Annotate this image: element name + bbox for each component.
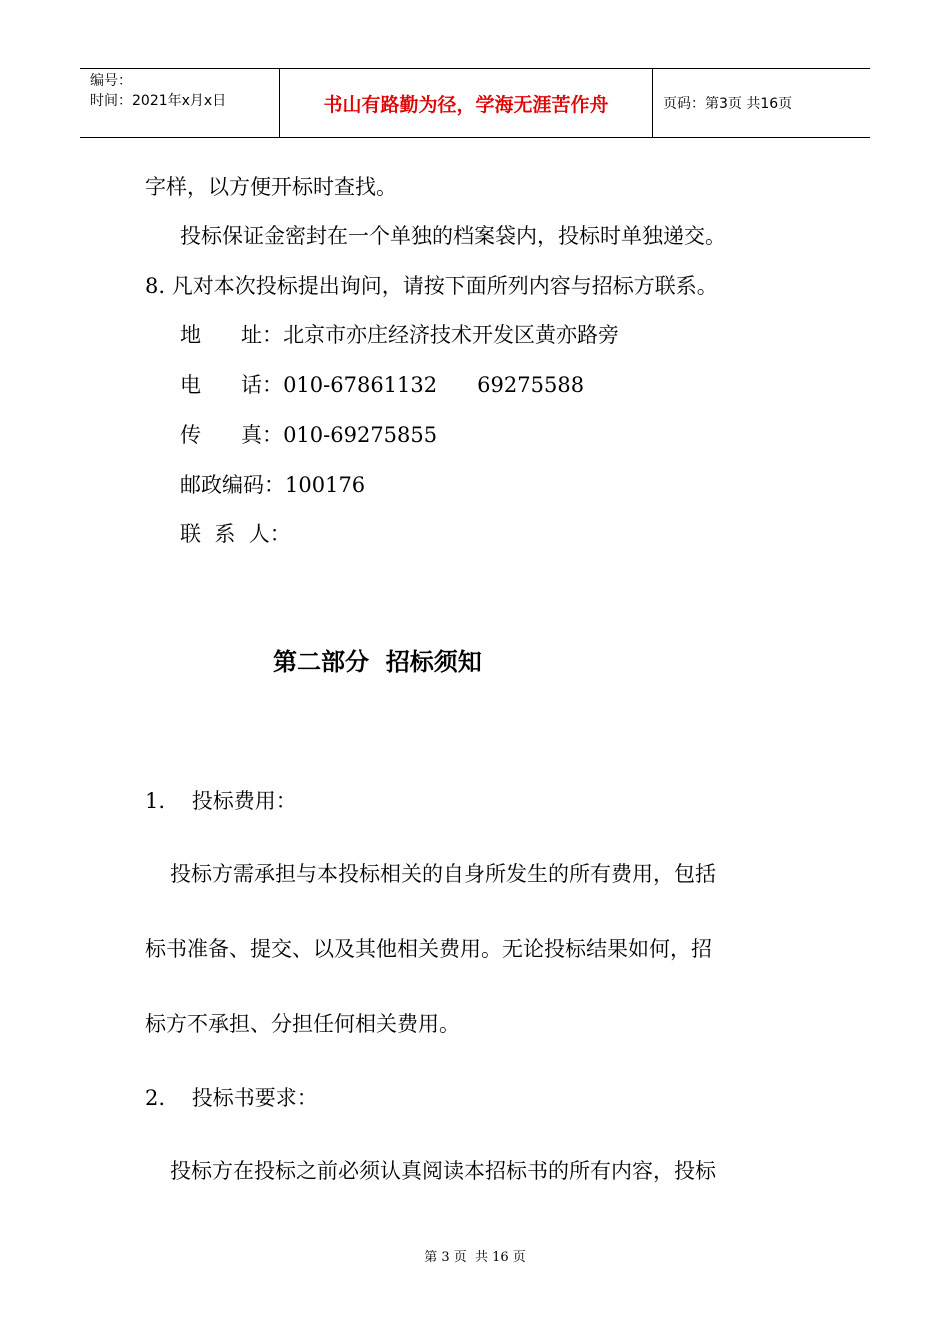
number-label: 编号： xyxy=(90,73,132,89)
item2-line-1: 投标方在投标之前必须认真阅读本招标书的所有内容，投标 xyxy=(170,1159,716,1183)
fax-value: 010-69275855 xyxy=(283,423,438,447)
header-motto: 书山有路勤为径，学海无涯苦作舟 xyxy=(280,69,653,137)
fax-label: 传 真： xyxy=(180,423,284,447)
header-page-info: 页码：第3页 共16页 xyxy=(663,96,793,112)
contact-address xyxy=(180,321,619,349)
phone-label: 电 话： xyxy=(180,373,284,397)
page-footer: 第 3 页 共 16 页 xyxy=(424,1250,526,1265)
postal-label: 邮政编码： xyxy=(180,473,285,497)
address-label: 地 址： xyxy=(180,323,284,347)
contact-postal xyxy=(180,471,365,499)
item1-line-2: 标书准备、提交、以及其他相关费用。无论投标结果如何，招 xyxy=(145,937,712,961)
item1-title: 1. 投标费用： xyxy=(145,789,297,813)
contact-person: 联 系 人： xyxy=(180,522,291,546)
contact-phone xyxy=(180,371,584,399)
item1-line-1: 投标方需承担与本投标相关的自身所发生的所有费用，包括 xyxy=(170,862,716,886)
address-value: 北京市亦庄经济技术开发区黄亦路旁 xyxy=(283,323,620,347)
item1-line-3: 标方不承担、分担任何相关费用。 xyxy=(145,1012,460,1036)
body-line-1: 字样，以方便开标时查找。 xyxy=(145,175,397,199)
item2-title: 2. 投标书要求： xyxy=(145,1086,318,1110)
section-title: 第二部分 招标须知 xyxy=(273,648,482,676)
body-line-3: 8. 凡对本次投标提出询问，请按下面所列内容与招标方联系。 xyxy=(145,274,718,298)
phone-value: 010-67861132 69275588 xyxy=(283,373,585,397)
body-line-2: 投标保证金密封在一个单独的档案袋内，投标时单独递交。 xyxy=(180,224,726,248)
postal-value: 100176 xyxy=(285,473,366,497)
page-header xyxy=(80,68,870,138)
header-meta xyxy=(80,69,280,137)
time-label: 时间：2021年x月x日 xyxy=(90,93,227,109)
contact-fax xyxy=(180,421,437,449)
